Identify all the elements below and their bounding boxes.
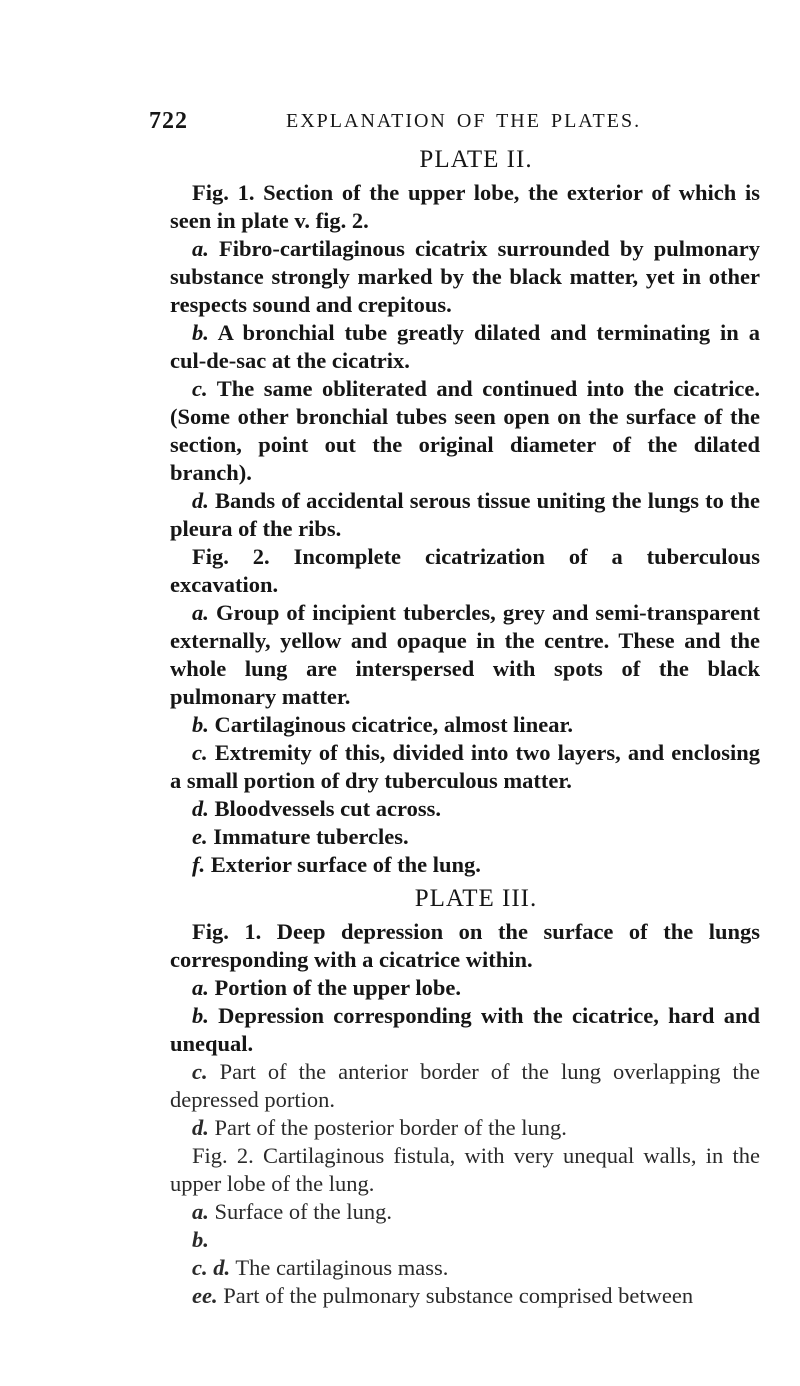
figure-legend-item: a. Group of incipient tubercles, grey and semi-transparent externally, yellow and opaque in the centre. These and the whole lung are interspersed with spots of the black pulmonary matter. [170,600,760,709]
plate-title: PLATE II. [419,146,533,173]
figure-legend-item: a. Fibro-cartilaginous cicatrix surrounded by pulmonary substance strongly marked by the black matter, yet in other respects sound and crepitous. [170,236,761,317]
figure-legend-item: c. Extremity of this, divided into two layers, and enclosing a small portion of dry tuberculous matter. [170,740,761,793]
figure-legend-item: e. Immature tubercles. [192,824,409,849]
page-header [0,108,800,144]
figure-legend-item: ee. Part of the pulmonary substance comprised between [192,1283,694,1308]
running-head: EXPLANATION OF THE PLATES. [286,110,642,132]
figure-legend-item: c. d. The cartilaginous mass. [192,1255,449,1280]
figure-legend-item: b. A bronchial tube greatly dilated and terminating in a cul-de-sac at the cicatrix. [170,320,761,373]
figure-caption: Fig. 2. Cartilaginous fistula, with very unequal walls, in the upper lobe of the lung. [170,1143,760,1196]
figure-legend-item: a. Surface of the lung. [192,1199,392,1224]
figure-caption: Fig. 1. Section of the upper lobe, the exterior of which is seen in plate v. fig. 2. [170,180,760,233]
figure-caption: Fig. 1. Deep depression on the surface of the lungs corresponding with a cicatrice within. [170,919,760,972]
figure-legend-item: c. Part of the anterior border of the lung overlapping the depressed portion. [170,1059,760,1112]
figure-legend-item: d. Bands of accidental serous tissue uniting the lungs to the pleura of the ribs. [170,488,760,541]
figure-legend-item: b. Cartilaginous cicatrice, almost linear. [192,712,573,737]
figure-legend-item: b. Depression corresponding with the cicatrice, hard and unequal. [170,1003,760,1056]
figure-legend-item: a. Portion of the upper lobe. [192,975,461,1000]
page-body [170,146,760,1310]
figure-caption: Fig. 2. Incomplete cicatrization of a tuberculous excavation. [170,544,760,597]
plate-title: PLATE III. [414,885,538,912]
figure-legend-item: d. Bloodvessels cut across. [192,796,441,821]
figure-legend-item: b. [192,1227,209,1252]
page-number: 722 [149,108,188,134]
figure-legend-item: f. Exterior surface of the lung. [192,852,481,877]
figure-legend-item: c. The same obliterated and continued into the cicatrice. (Some other bronchial tubes seen open on the surface of the section, point out the original diameter of the dilated branch). [170,376,760,485]
figure-legend-item: d. Part of the posterior border of the lung. [192,1115,567,1140]
